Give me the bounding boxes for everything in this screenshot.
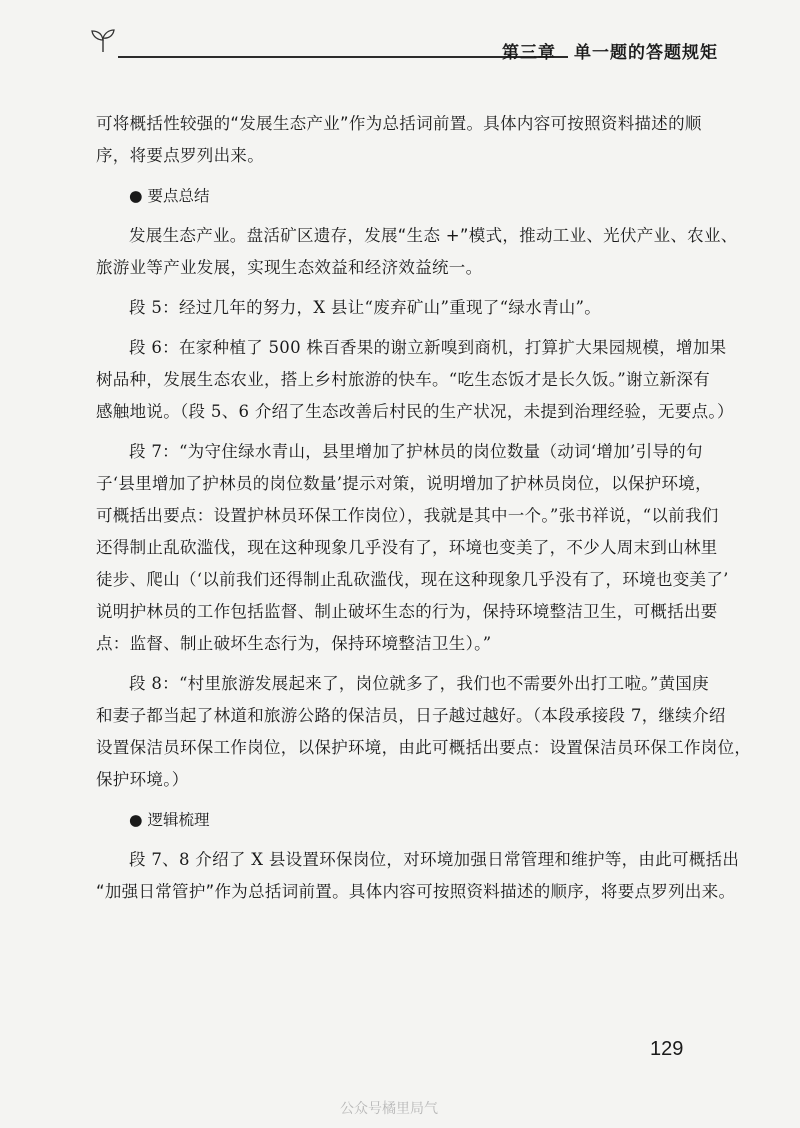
paragraph-gap [96, 660, 706, 668]
text-line: 可概括出要点：设置护林员环保工作岗位），我就是其中一个。”张书祥说，“以前我们 [96, 506, 719, 525]
paragraph-gap [96, 324, 706, 332]
chapter-title [502, 38, 718, 63]
sprout-icon [90, 28, 116, 54]
paragraph-gap [96, 172, 706, 180]
header-rule [118, 56, 568, 58]
text-line: 段 7：“为守住绿水青山，县里增加了护林员的岗位数量（动词‘增加’引导的句 [129, 442, 703, 461]
text-line: “加强日常管护”作为总括词前置。具体内容可按照资料描述的顺序，将要点罗列出来。 [96, 882, 736, 901]
text-line: 设置保洁员环保工作岗位，以保护环境，由此可概括出要点：设置保洁员环保工作岗位， [96, 738, 752, 757]
text-line: 子‘县里增加了护林员的岗位数量’提示对策，说明增加了护林员岗位，以保护环境， [96, 474, 712, 493]
page-number: 129 [650, 1038, 684, 1060]
text-line: 说明护林员的工作包括监督、制止破坏生态的行为，保持环境整洁卫生，可概括出要 [96, 602, 718, 621]
text-line: 段 7、8 介绍了 X 县设置环保岗位，对环境加强日常管理和维护等，由此可概括出 [129, 850, 740, 869]
text-line: 树品种，发展生态农业，搭上乡村旅游的快车。“吃生态饭才是长久饭。”谢立新深有 [96, 370, 711, 389]
text-line: 还得制止乱砍滥伐，现在这种现象几乎没有了，环境也变美了，不少人周末到山林里 [96, 538, 718, 557]
text-line: 段 6：在家种植了 500 株百香果的谢立新嗅到商机，打算扩大果园规模，增加果 [129, 338, 727, 357]
section-heading: ● 要点总结 [129, 187, 210, 205]
text-line: 序，将要点罗列出来。 [96, 146, 264, 165]
watermark: 公众号橘里局气 [340, 1101, 438, 1117]
text-line: 可将概括性较强的“发展生态产业”作为总括词前置。具体内容可按照资料描述的顺 [96, 114, 702, 133]
paragraph-gap [96, 284, 706, 292]
paragraph-gap [96, 836, 706, 844]
paragraph-gap [96, 796, 706, 804]
text-line: 旅游业等产业发展，实现生态效益和经济效益统一。 [96, 258, 483, 277]
running-header [88, 26, 718, 62]
text-line: 段 5：经过几年的努力，X 县让“废弃矿山”重现了“绿水青山”。 [129, 298, 602, 317]
section-title: 单一题的答题规矩 [574, 43, 718, 63]
paragraph-gap [96, 212, 706, 220]
text-line: 发展生态产业。盘活矿区遗存，发展“生态 +”模式，推动工业、光伏产业、农业、 [129, 226, 738, 245]
chapter-label: 第三章 [502, 43, 556, 63]
text-line: 段 8：“村里旅游发展起来了，岗位就多了，我们也不需要外出打工啦。”黄国庚 [129, 674, 709, 693]
text-line: 和妻子都当起了林道和旅游公路的保洁员，日子越过越好。（本段承接段 7，继续介绍 [96, 706, 726, 725]
section-heading: ● 逻辑梳理 [129, 811, 210, 829]
text-line: 保护环境。） [96, 770, 189, 789]
text-line: 点：监督、制止破坏生态行为，保持环境整洁卫生）。” [96, 634, 492, 653]
body-text [96, 108, 752, 908]
text-line: 感触地说。（段 5、6 介绍了生态改善后村民的生产状况，未提到治理经验，无要点。） [96, 402, 734, 421]
paragraph-gap [96, 428, 706, 436]
text-line: 徒步、爬山（‘以前我们还得制止乱砍滥伐，现在这种现象几乎没有了，环境也变美了’ [96, 570, 729, 589]
